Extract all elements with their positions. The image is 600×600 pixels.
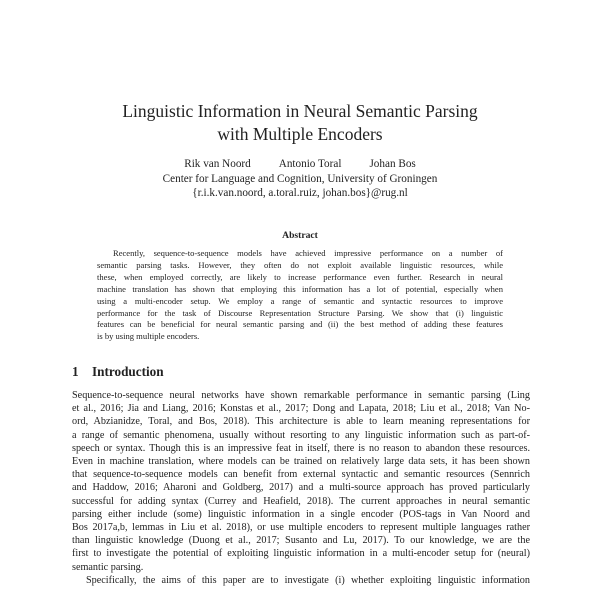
body-line: and Haddow, 2016; Aharoni and Goldberg, 2017) and a multi-source approach has proved particularly	[72, 482, 530, 494]
author-name: Rik van Noord	[184, 158, 251, 170]
section-title: Introduction	[92, 364, 164, 379]
introduction-body	[72, 389, 530, 587]
abstract-line: performance for the task of Discourse Representation Structure Parsing. We show that (i) linguistic	[97, 307, 503, 318]
abstract-body	[97, 248, 503, 343]
body-line: Even in machine translation, where models can be trained on relatively large data sets, it has been shown	[72, 456, 530, 468]
body-line: semantic parsing.	[72, 561, 144, 573]
abstract-line: machine translation has shown that employing this information has a lot of potential, especially when	[97, 283, 503, 294]
body-line: than linguistic knowledge (Duong et al., 2017; Susanto and Lu, 2017). To our knowledge, we are the	[72, 535, 530, 547]
body-line: et al., 2016; Jia and Liang, 2016; Konstas et al., 2017; Dong and Lapata, 2018; Liu et al., 2018; Van No-	[72, 403, 530, 415]
abstract-line: features can be beneficial for neural semantic parsing and (ii) the best method of adding these features	[97, 319, 503, 330]
body-line: ord, Abzianidze, Toral, and Bos, 2018). This architecture is able to learn meaning representations for	[72, 416, 530, 428]
section-number: 1	[72, 364, 79, 379]
body-line: that sequence-to-sequence models can benefit from external syntactic and semantic resources (Sennrich	[72, 469, 530, 481]
title-line: Linguistic Information in Neural Semantic Parsing	[122, 101, 478, 121]
body-line: successful for adding syntax (Currey and Heafield, 2018). The current approaches in neural semantic	[72, 495, 530, 507]
author-list	[0, 157, 600, 172]
body-line: a range of semantic phenomena, usually without resorting to any linguistic information such as part-of-	[72, 429, 530, 441]
affiliation: Center for Language and Cognition, University of Groningen	[162, 172, 438, 185]
abstract-line: these, when employed correctly, are likely to increase performance even further. Research in neural	[97, 271, 503, 282]
author-name: Johan Bos	[369, 158, 416, 170]
abstract-line: using a multi-encoder setup. We employ a range of semantic and syntactic resources to improve	[97, 295, 503, 306]
body-line: Specifically, the aims of this paper are to investigate (i) whether exploiting linguistic information	[86, 574, 530, 586]
title-line: with Multiple Encoders	[217, 124, 383, 144]
author-name: Antonio Toral	[278, 158, 342, 170]
body-line: Bos 2017a,b, lemmas in Liu et al. 2018), or use multiple encoders to represent multiple languages rather	[72, 522, 530, 534]
body-line: Sequence-to-sequence neural networks have shown remarkable performance in semantic parsing (Ling	[72, 390, 530, 401]
abstract-line: semantic parsing tasks. However, they often do not exploit available linguistic resources, while	[97, 259, 503, 270]
section-heading	[72, 364, 164, 380]
abstract-line: Recently, sequence-to-sequence models have achieved impressive performance on a number of	[113, 248, 503, 258]
author-emails: {r.i.k.van.noord, a.toral.ruiz, johan.bos}@rug.nl	[192, 187, 408, 199]
abstract-line: is by using multiple encoders.	[97, 331, 200, 342]
body-line: first to investigate the potential of exploiting linguistic information in a multi-encoder setup for (neural)	[72, 548, 530, 560]
abstract-heading: Abstract	[282, 230, 318, 241]
author-block	[0, 157, 600, 201]
body-line: speech or syntax. Though this is an impressive feat in itself, there is no reason to abandon these resources.	[72, 442, 530, 454]
paper-title	[0, 100, 600, 146]
body-line: parsing either include (some) linguistic information in a single encoder (POS-tags in Van Noord and	[72, 508, 530, 520]
